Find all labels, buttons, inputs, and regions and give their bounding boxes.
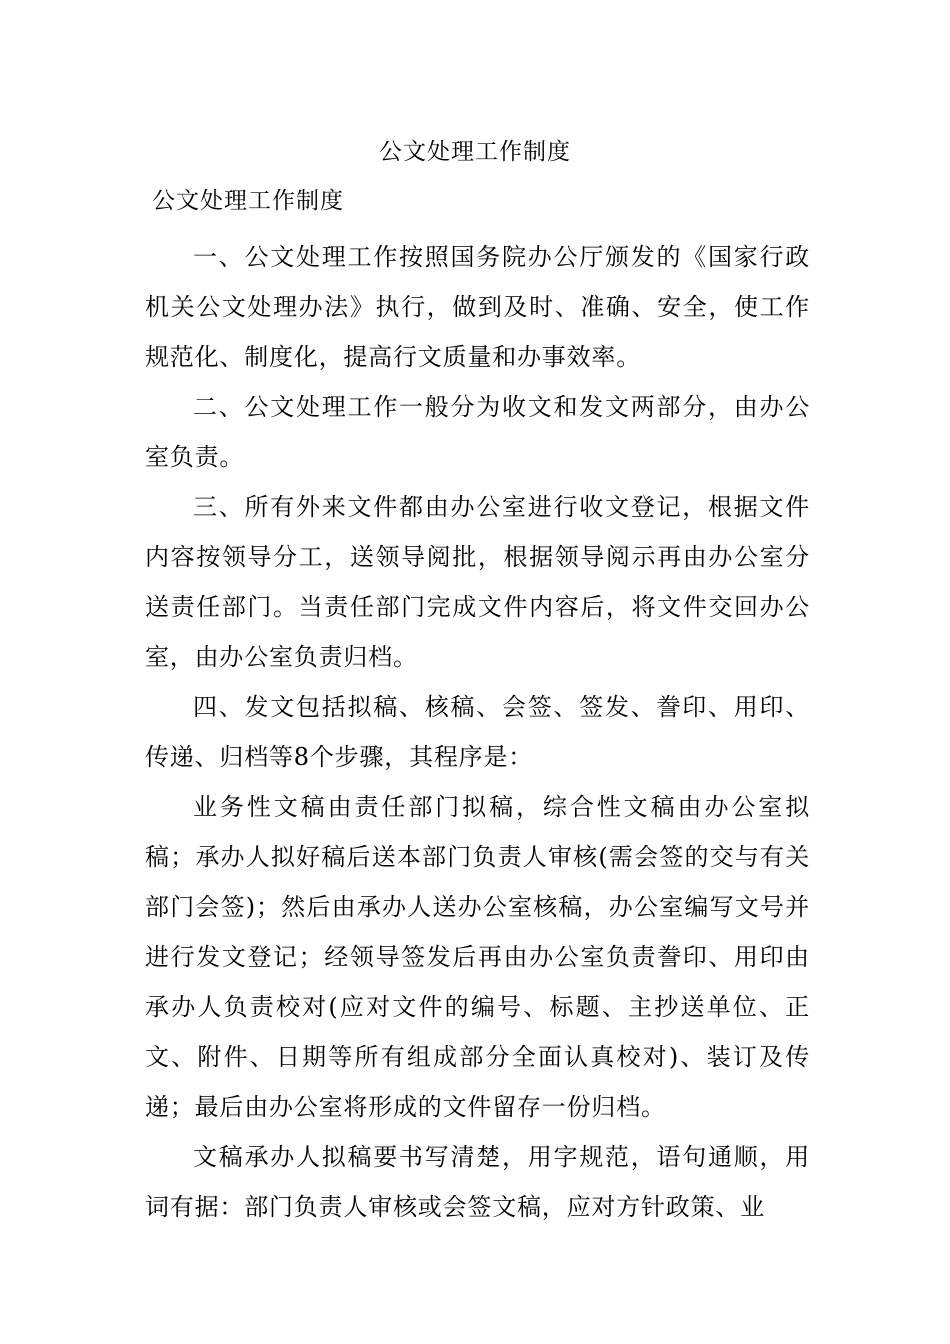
paragraph-6: 文稿承办人拟稿要书写清楚，用字规范，语句通顺，用词有据：部门负责人审核或会签文稿，应对方针政策、业 [145,1143,810,1221]
paragraph-1: 一、公文处理工作按照国务院办公厅颁发的《国家行政机关公文处理办法》执行，做到及时、准确、安全，使工作规范化、制度化，提高行文质量和办事效率。 [145,243,810,371]
paragraph-5: 业务性文稿由责任部门拟稿，综合性文稿由办公室拟稿；承办人拟好稿后送本部门负责人审核(需会签的交与有关部门会签)；然后由承办人送办公室核稿，办公室编写文号并进行发文登记；经领导签发后再由办公室负责誊印、用印由承办人负责校对(应对文件的编号、标题、主抄送单位、正文、附件、日期等所有组成部分全面认真校对)、装订及传递；最后由办公室将形成的文件留存一份归档。 [145,793,810,1121]
paragraph-2: 二、公文处理工作一般分为收文和发文两部分，由办公室负责。 [145,393,810,471]
paragraph-3: 三、所有外来文件都由办公室进行收文登记，根据文件内容按领导分工，送领导阅批，根据领导阅示再由办公室分送责任部门。当责任部门完成文件内容后，将文件交回办公室，由办公室负责归档。 [145,493,810,671]
paragraph-4: 四、发文包括拟稿、核稿、会签、签发、誊印、用印、传递、归档等8个步骤，其程序是： [145,693,810,771]
document-subtitle: 公文处理工作制度 [152,188,344,214]
document-title: 公文处理工作制度 [379,139,571,165]
document-body [145,232,810,1232]
